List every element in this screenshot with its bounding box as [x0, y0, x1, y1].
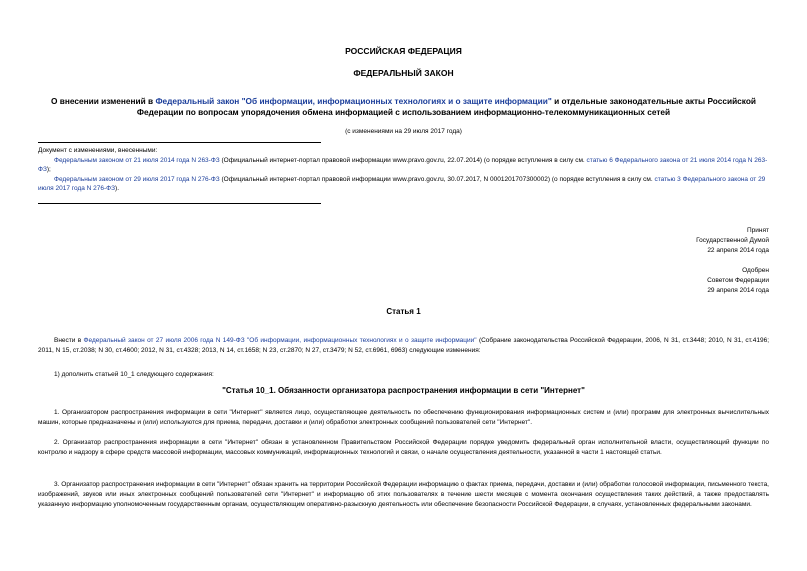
- council-line-1: Одобрен: [742, 267, 769, 274]
- amendment-1-text: (Официальный интернет-портал правовой информации www.pravo.gov.ru, 22.07.2014) (о порядке вступления в силу см.: [219, 156, 587, 164]
- article-1-heading: Статья 1: [386, 307, 421, 316]
- article-10-1-paragraph-1: [38, 408, 769, 428]
- amendments-intro: Документ с изменениями, внесенными:: [38, 147, 158, 154]
- bottom-divider: [38, 203, 321, 204]
- amendments-note: [38, 146, 769, 194]
- amendment-item-1: [38, 156, 769, 175]
- paragraph-3-text: 3. Организатор распространения информации в сети "Интернет" обязан хранить на территории Российской Федерации информацию о фактах приема, передачи, доставки и (или) обработки голосовой информации, письменного текста, изображений, звуков или иных электронных сообщений пользователей сети "Интернет" и информацию об этих пользователях в течение шести месяцев с момента окончания осуществления таких действий, а также предоставлять указанную информацию уполномоченным государственным органам, осуществляющим оперативно-разыскную деятельность или обеспечение безопасности Российской Федерации, в случаях, установленных федеральными законами.: [38, 481, 769, 508]
- article-10-1-heading: "Статья 10_1. Обязанности организатора распространения информации в сети "Интернет": [222, 386, 585, 395]
- top-divider: [38, 142, 321, 143]
- article-10-1-paragraph-2: [38, 438, 769, 458]
- duma-line-1: Принят: [746, 227, 769, 234]
- amendment-2-end: ).: [115, 185, 120, 192]
- council-line-2: Советом Федерации: [707, 277, 769, 284]
- amendment-2-text: (Официальный интернет-портал правовой информации www.pravo.gov.ru, 30.07.2017, N 0001201707300002) (о порядке вступления в силу см.: [219, 175, 655, 183]
- point-1-text: 1) дополнить статьей 10_1 следующего содержания:: [54, 371, 214, 378]
- title-link[interactable]: Федеральный закон "Об информации, информационных технологиях и о защите информации": [155, 96, 552, 106]
- point-1: [38, 370, 769, 380]
- amendment-2-law-link[interactable]: Федеральным законом от 29 июля 2017 года N 276-ФЗ: [54, 175, 220, 183]
- council-line-3: 29 апреля 2014 года: [707, 287, 769, 294]
- amendment-1-law-link[interactable]: Федеральным законом от 21 июля 2014 года N 263-ФЗ: [54, 156, 220, 164]
- duma-line-2: Государственной Думой: [696, 237, 769, 244]
- amendment-2-article-link[interactable]: статью 3 Федерального закона от 29 июля 2017 года N 276-ФЗ: [38, 175, 766, 192]
- duma-line-3: 22 апреля 2014 года: [707, 247, 769, 254]
- amendment-1-article-link[interactable]: статью 6 Федерального закона от 21 июля 2014 года N 263-ФЗ: [38, 156, 768, 173]
- paragraph-1-text: 1. Организатором распространения информации в сети "Интернет" является лицо, осуществляющее деятельность по обеспечению функционирования информационных систем и (или) программ для электронных вычислительных машин, которые предназначены и (или) используются для приема, передачи, доставки и (или) обработки электронных сообщений пользователей сети "Интернет".: [38, 409, 769, 426]
- article-1-intro: [38, 336, 769, 356]
- council-approval: [707, 266, 769, 296]
- document-type-heading: ФЕДЕРАЛЬНЫЙ ЗАКОН: [353, 68, 454, 78]
- duma-adoption: [696, 226, 769, 256]
- title-part2: и отдельные законодательные акты Российской Федерации по вопросам упорядочения обмена информацией с использованием информационно-телекоммуникационных сетей: [136, 96, 756, 117]
- law-149-link[interactable]: Федеральный закон от 27 июля 2006 года N 149-ФЗ "Об информации, информационных технологиях и о защите информации": [83, 337, 477, 344]
- law-title: [45, 96, 762, 118]
- article-10-1-paragraph-3: [38, 480, 769, 510]
- article-1-intro-post: (Собрание законодательства Российской Федерации, 2006, N 31, ст.3448; 2010, N 31, ст.4196; 2011, N 15, ст.2038; N 30, ст.4600; 2012, N 31, ст.4328; 2013, N 14, ст.1658; N 23, ст.2870; N 27, ст.3479; N 52, ст.6961, 6963) следующие изменения:: [38, 337, 769, 354]
- article-1-intro-pre: Внести в: [54, 337, 84, 344]
- amendment-item-2: [38, 175, 769, 194]
- changes-note: (с изменениями на 29 июля 2017 года): [345, 128, 462, 135]
- amendment-1-end: );: [46, 166, 51, 173]
- paragraph-2-text: 2. Организатор распространения информации в сети "Интернет" обязан в установленном Правительством Российской Федерации порядке уведомить федеральный орган исполнительной власти, осуществляющий функции по контролю и надзору в сфере средств массовой информации, массовых коммуникаций, информационных технологий и связи, о начале осуществления деятельности, указанной в части 1 настоящей статьи.: [38, 439, 769, 456]
- country-heading: РОССИЙСКАЯ ФЕДЕРАЦИЯ: [345, 46, 462, 56]
- title-part1: О внесении изменений в: [50, 96, 156, 106]
